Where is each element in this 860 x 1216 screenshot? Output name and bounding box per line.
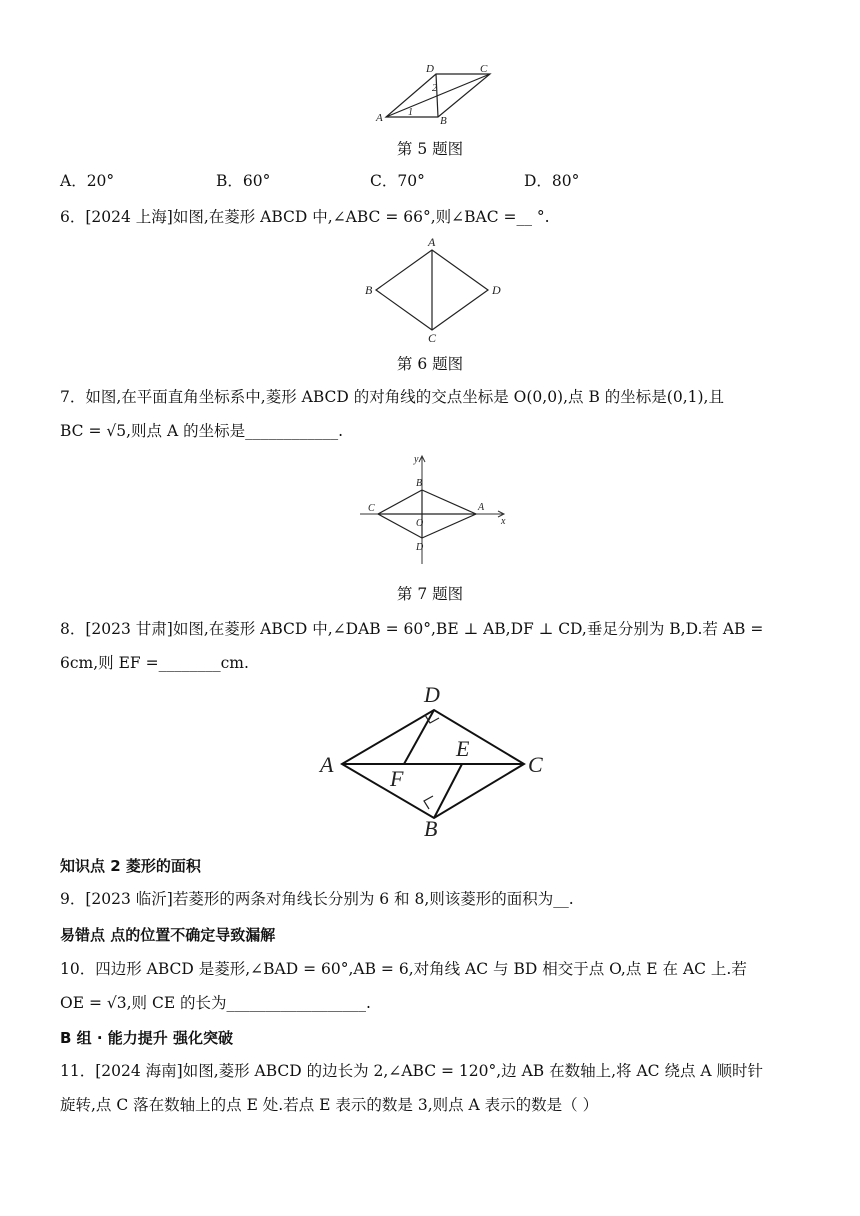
q5-option-d: D．80° [524,172,580,190]
q5-angle-1: 1 [408,107,413,118]
q7-text-line2: BC = √5,则点 A 的坐标是____________. [60,422,344,440]
q7-caption: 第 7 题图 [396,585,464,603]
q11-text-line1: 11．[2024 海南]如图,菱形 ABCD 的边长为 2,∠ABC = 120°,边 AB 在数轴上,将 AC 绕点 A 顺时针 [60,1062,763,1080]
section-error-prone: 易错点 点的位置不确定导致漏解 [60,926,276,944]
q8-label-A: A [320,752,334,777]
q7-label-D: D [416,542,424,553]
q7-label-B: B [416,478,423,489]
q8-label-F: F [390,766,404,791]
q7-label-y: y [414,454,419,465]
q7-label-C: C [368,503,375,514]
section-group-b: B 组 · 能力提升 强化突破 [60,1029,234,1047]
q11-text-line2: 旋转,点 C 落在数轴上的点 E 处.若点 E 表示的数是 3,则点 A 表示的数是（ ） [60,1096,599,1114]
q5-label-B: B [440,115,447,127]
q6-label-A: A [428,235,436,249]
q6-label-B: B [365,283,373,297]
q5-option-c: C．70° [370,172,425,190]
q5-label-A: A [376,112,383,124]
q6-figure [360,236,510,346]
q7-label-A: A [478,502,485,513]
q7-label-x: x [501,516,506,527]
q8-label-B: B [424,816,438,841]
q5-caption: 第 5 题图 [396,140,464,158]
q6-caption: 第 6 题图 [396,355,464,373]
q8-figure [316,682,556,842]
q5-label-D: D [426,63,434,75]
q5-option-a: A．20° [60,172,115,190]
q5-option-b: B．60° [216,172,271,190]
q8-label-C: C [528,752,543,777]
q10-text-line2: OE = √3,则 CE 的长为__________________. [60,994,371,1012]
section-knowledge-point-2: 知识点 2 菱形的面积 [60,857,201,875]
q8-label-E: E [456,736,470,761]
q5-angle-2: 2 [432,83,437,94]
q6-label-C: C [428,331,437,345]
q7-label-O: O [416,518,424,529]
q8-text-line2: 6cm,则 EF =________cm. [60,654,249,672]
q8-label-D: D [424,682,440,707]
q10-text-line1: 10．四边形 ABCD 是菱形,∠BAD = 60°,AB = 6,对角线 AC 与 BD 相交于点 O,点 E 在 AC 上.若 [60,960,747,978]
q7-figure [356,452,516,568]
q7-text-line1: 7．如图,在平面直角坐标系中,菱形 ABCD 的对角线的交点坐标是 O(0,0),点 B 的坐标是(0,1),且 [60,388,724,406]
q9-text: 9．[2023 临沂]若菱形的两条对角线长分别为 6 和 8,则该菱形的面积为__. [60,890,574,908]
q6-text: 6．[2024 上海]如图,在菱形 ABCD 中,∠ABC = 66°,则∠BAC =__ °. [60,208,550,226]
q5-label-C: C [480,63,488,75]
q6-label-D: D [492,283,501,297]
q8-text-line1: 8．[2023 甘肃]如图,在菱形 ABCD 中,∠DAB = 60°,BE ⊥ AB,DF ⊥ CD,垂足分别为 B,D.若 AB = [60,620,764,638]
q5-figure [370,64,500,126]
